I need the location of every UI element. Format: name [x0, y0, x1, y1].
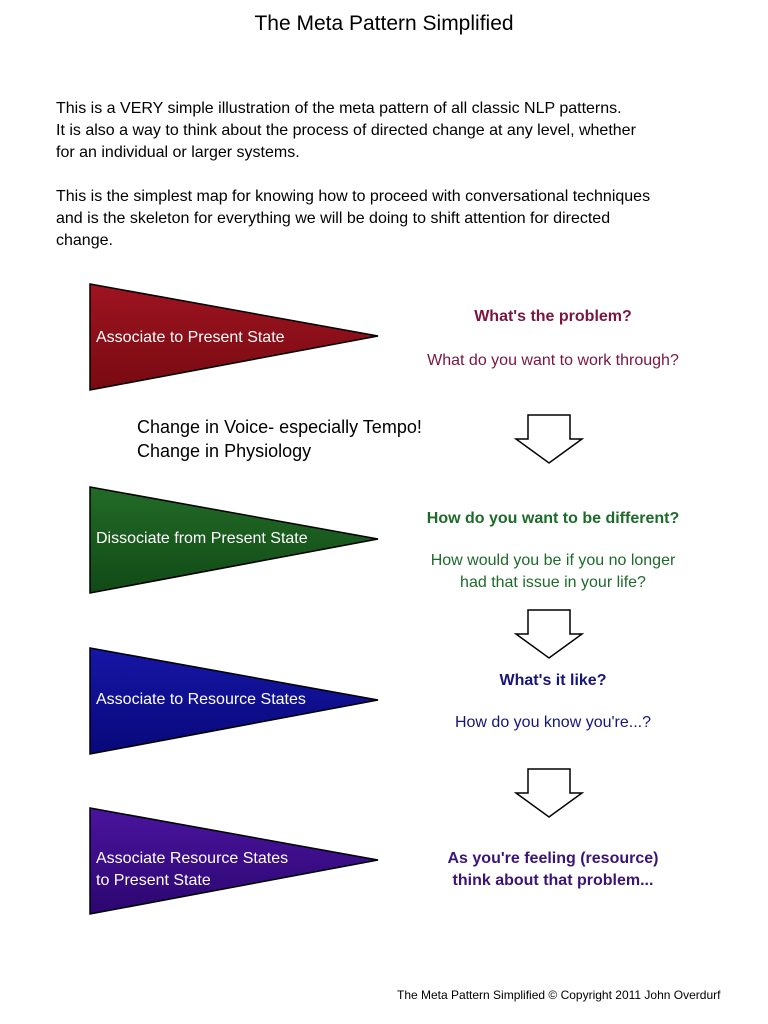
question-line: think about that problem...: [452, 872, 654, 889]
question-sub-line: How would you be if you no longer: [430, 552, 676, 569]
question-block-1: [398, 306, 708, 372]
intro-paragraph-2: [56, 186, 736, 252]
pennant-label-line: to Present State: [96, 872, 211, 889]
intro-line: This is the simplest map for knowing how to proceed with conversational techniques: [56, 188, 651, 205]
intro-paragraph-1: [56, 98, 736, 164]
question-sub-line: How do you know you're...?: [454, 714, 652, 731]
intro-text: [56, 98, 736, 274]
down-arrow-icon: [512, 413, 586, 465]
change-note: [137, 415, 422, 463]
note-line: Change in Voice- especially Tempo!: [137, 417, 422, 437]
question-sub: [398, 350, 708, 372]
intro-line: change.: [56, 232, 113, 249]
intro-line: It is also a way to think about the process of directed change at any level, whether: [56, 122, 636, 139]
pennant-label: [96, 689, 306, 711]
intro-line: for an individual or larger systems.: [56, 144, 300, 161]
down-arrow-icon: [512, 608, 586, 660]
question-line: What's it like?: [499, 672, 607, 689]
question-heading: [398, 670, 708, 692]
note-line: Change in Physiology: [137, 441, 312, 461]
question-sub: [398, 550, 708, 594]
pennant-label-line: Associate to Present State: [96, 329, 285, 346]
pennant-label-line: Associate Resource States: [96, 850, 289, 867]
intro-line: This is a VERY simple illustration of the meta pattern of all classic NLP patterns.: [56, 100, 622, 117]
question-block-3: [398, 670, 708, 734]
question-sub-line: What do you want to work through?: [427, 352, 679, 369]
pennant-label-line: Associate to Resource States: [96, 691, 306, 708]
question-line: As you're feeling (resource): [447, 850, 659, 867]
intro-line: and is the skeleton for everything we will be doing to shift attention for directed: [56, 210, 611, 227]
pennant-label: [96, 848, 288, 892]
copyright-footer: The Meta Pattern Simplified © Copyright 2011 John Overdurf: [397, 988, 721, 1002]
question-heading: [398, 306, 708, 328]
question-block-4: [398, 848, 708, 892]
question-heading: [398, 848, 708, 892]
pennant-label: [96, 528, 308, 550]
pennant-label-line: Dissociate from Present State: [96, 530, 308, 547]
pennant-label: [96, 327, 285, 349]
pennant-associate-resource-to-present: [88, 806, 380, 918]
pennant-associate-present-state: [88, 282, 380, 394]
question-sub: [398, 712, 708, 734]
pennant-associate-resource-states: [88, 646, 380, 758]
page-title: The Meta Pattern Simplified: [254, 12, 514, 35]
question-heading: [398, 508, 708, 530]
question-block-2: [398, 508, 708, 594]
pennant-dissociate-present-state: [88, 485, 380, 597]
down-arrow-icon: [512, 767, 586, 819]
question-line: How do you want to be different?: [426, 510, 680, 527]
question-sub-line: had that issue in your life?: [460, 574, 646, 591]
question-line: What's the problem?: [474, 308, 632, 325]
